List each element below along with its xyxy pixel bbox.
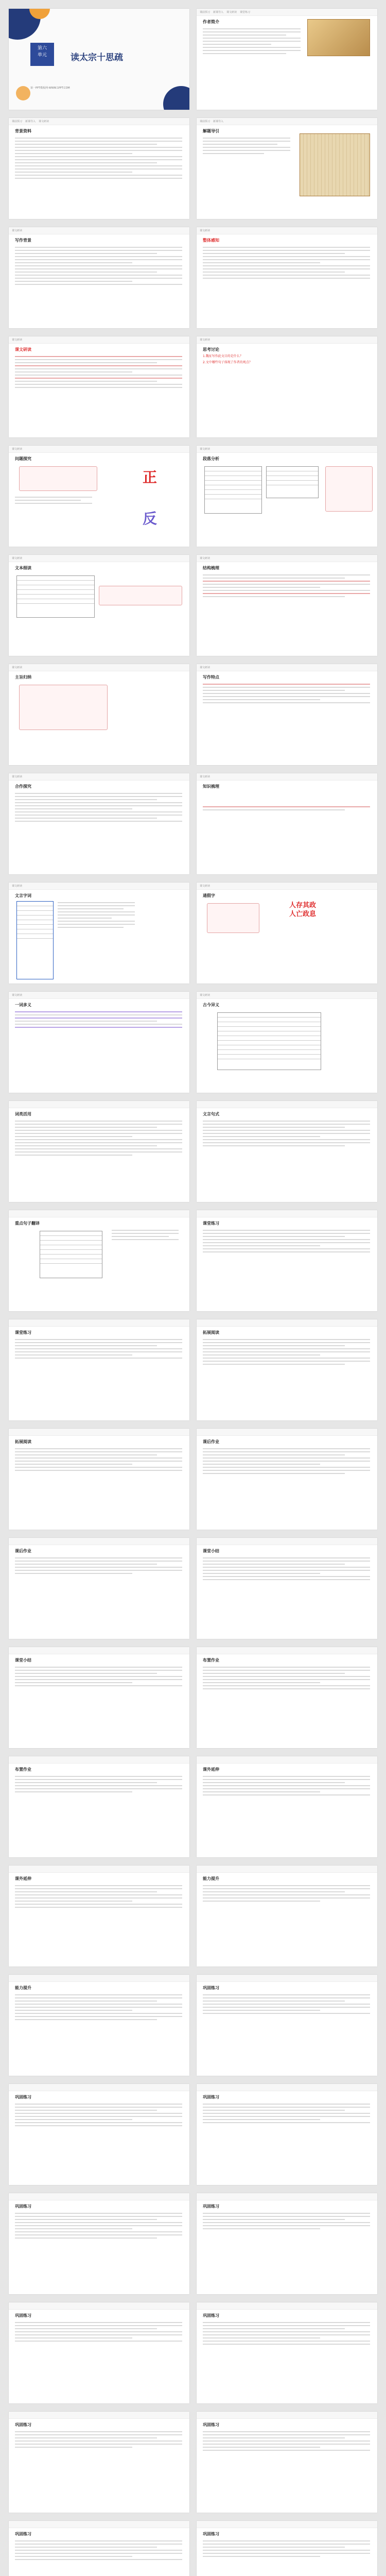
- cover-subtitle: 第一PPT模板网-WWW.1PPT.COM: [30, 87, 70, 90]
- slide-title: 布置作业: [203, 1658, 219, 1663]
- slide-31: [9, 1647, 189, 1748]
- structure-diagram: [217, 1012, 321, 1070]
- callout-box: [207, 903, 259, 933]
- slide-10: 课文研读 段落分析: [197, 446, 377, 547]
- decor-circle: [16, 86, 30, 100]
- slide-title: 课外延伸: [203, 1767, 219, 1772]
- slide-title: 课堂练习: [203, 1221, 219, 1226]
- slide-13: 课文研读 主旨归纳: [9, 664, 189, 765]
- slide-title: 能力提升: [203, 1876, 219, 1881]
- slide-title: 巩固练习: [15, 2422, 31, 2427]
- slide-9: 课文研读 问题探究 正 反: [9, 446, 189, 547]
- slide-20: 课文研读 古今异义: [197, 992, 377, 1093]
- slide-38: [197, 1975, 377, 2076]
- slide-title: 古今异义: [203, 1003, 219, 1007]
- slide-title: 文言字词: [15, 893, 31, 898]
- slide-title: 巩固练习: [203, 2532, 219, 2536]
- text-table: [16, 575, 95, 618]
- slide-45: [9, 2412, 189, 2513]
- slide-title: 课文研读: [15, 347, 31, 352]
- slide-3: 课前预习 新课导入 课文研读 背景资料: [9, 118, 189, 219]
- cover-slide: [9, 9, 189, 110]
- structure-table: [204, 466, 262, 514]
- slide-4: 课前预习 新课导入 解题导引: [197, 118, 377, 219]
- slide-18: 课文研读 通假字 人存其政 人亡政息: [197, 883, 377, 984]
- slide-37: [9, 1975, 189, 2076]
- slide-title: 知识梳理: [203, 784, 219, 789]
- slide-title: 巩固练习: [203, 2313, 219, 2318]
- slide-nav: 课前预习 新课导入 课文研读 课堂练习: [197, 9, 377, 16]
- decor-circle: [163, 86, 189, 110]
- callout-box: [19, 685, 108, 730]
- slide-19: 课文研读 一词多义: [9, 992, 189, 1093]
- slide-41: [9, 2193, 189, 2294]
- slide-title: 课堂小结: [203, 1549, 219, 1553]
- slide-17: 课文研读 文言字词: [9, 883, 189, 984]
- slide-title: 拓展阅读: [15, 1439, 31, 1444]
- slide-title: 文本细读: [15, 566, 31, 570]
- slide-title: 文言句式: [203, 1112, 219, 1116]
- slide-title: 重点句子翻译: [15, 1221, 40, 1226]
- slide-35: [9, 1866, 189, 1967]
- slide-22: [197, 1101, 377, 1202]
- illustration-image: [307, 19, 370, 56]
- slide-title: 写作背景: [15, 238, 31, 243]
- slide-title: 课后作业: [203, 1439, 219, 1444]
- slide-6: 课文研读 整体感知: [197, 227, 377, 328]
- slide-title: 课后作业: [15, 1549, 31, 1553]
- slide-25: [9, 1319, 189, 1420]
- slide-33: [9, 1756, 189, 1857]
- slide-15: 课文研读 合作探究: [9, 773, 189, 874]
- slide-42: [197, 2193, 377, 2294]
- slide-32: [197, 1647, 377, 1748]
- slide-title: 课堂小结: [15, 1658, 31, 1663]
- slide-8: 课文研读 思考讨论 1.魏征写作此文目的是什么？ 2.文中哪些句子体现了作者的观点？: [197, 336, 377, 437]
- slide-11: 课文研读 文本细读: [9, 555, 189, 656]
- slide-title: 巩固练习: [203, 2204, 219, 2209]
- slide-26: [197, 1319, 377, 1420]
- slide-title: 通假字: [203, 893, 215, 898]
- slide-46: [197, 2412, 377, 2513]
- slide-title: 巩固练习: [15, 2313, 31, 2318]
- slide-title: 问题探究: [15, 456, 31, 461]
- calligraphy-image: [300, 133, 370, 196]
- big-phrase: 人存其政 人亡政息: [289, 902, 317, 918]
- slide-7: 课文研读 课文研读: [9, 336, 189, 437]
- slide-title: 词类活用: [15, 1112, 31, 1116]
- slide-34: [197, 1756, 377, 1857]
- slide-title: 一词多义: [15, 1003, 31, 1007]
- slide-title: 课外延伸: [15, 1876, 31, 1881]
- slide-36: [197, 1866, 377, 1967]
- slide-30: [197, 1538, 377, 1639]
- slide-40: [197, 2084, 377, 2185]
- slide-title: 主旨归纳: [15, 675, 31, 680]
- slide-title: 合作探究: [15, 784, 31, 789]
- slide-title: 结构梳理: [203, 566, 219, 570]
- slide-47: [9, 2521, 189, 2576]
- slide-43: [9, 2302, 189, 2403]
- slide-title: 巩固练习: [15, 2095, 31, 2099]
- slide-24: [197, 1210, 377, 1311]
- slide-14: 课文研读 写作特点: [197, 664, 377, 765]
- slide-16: 课文研读 知识梳理: [197, 773, 377, 874]
- structure-table: [266, 466, 319, 498]
- mind-map: [16, 901, 54, 979]
- slide-44: [197, 2302, 377, 2403]
- slide-12: 课文研读 结构梳理: [197, 555, 377, 656]
- slide-2: [197, 9, 377, 110]
- slide-title: 课堂练习: [15, 1330, 31, 1335]
- slide-title: 思考讨论: [203, 347, 219, 352]
- unit-badge: 第六 单元: [30, 43, 54, 66]
- cover-title: 读太宗十思疏: [71, 53, 123, 63]
- slide-39: [9, 2084, 189, 2185]
- slide-title: 整体感知: [203, 238, 219, 243]
- slide-title: 写作特点: [203, 675, 219, 680]
- slide-21: [9, 1101, 189, 1202]
- slide-title: 巩固练习: [15, 2532, 31, 2536]
- question-1: 1.魏征写作此文目的是什么？: [203, 354, 243, 358]
- slide-title: 巩固练习: [203, 2422, 219, 2427]
- text-table: [40, 1231, 102, 1278]
- slide-5: 课文研读 写作背景: [9, 227, 189, 328]
- slide-title: 解题导引: [203, 129, 219, 133]
- callout-box: [19, 466, 97, 491]
- slide-29: [9, 1538, 189, 1639]
- slide-title: 背景资料: [15, 129, 31, 133]
- slide-title: 能力提升: [15, 1986, 31, 1990]
- slide-title: 巩固练习: [15, 2204, 31, 2209]
- callout-box: [99, 586, 182, 605]
- zheng-char: 正: [143, 469, 157, 486]
- slide-title: 巩固练习: [203, 1986, 219, 1990]
- slide-title: 巩固练习: [203, 2095, 219, 2099]
- callout-box: [325, 466, 373, 512]
- slide-title: 段落分析: [203, 456, 219, 461]
- slide-23: [9, 1210, 189, 1311]
- slide-title: 拓展阅读: [203, 1330, 219, 1335]
- question-2: 2.文中哪些句子体现了作者的观点？: [203, 361, 252, 364]
- slide-title: 作者简介: [203, 20, 219, 24]
- slide-28: [197, 1429, 377, 1530]
- slide-title: 布置作业: [15, 1767, 31, 1772]
- slide-27: [9, 1429, 189, 1530]
- fan-char: 反: [143, 510, 157, 527]
- slide-48: [197, 2521, 377, 2576]
